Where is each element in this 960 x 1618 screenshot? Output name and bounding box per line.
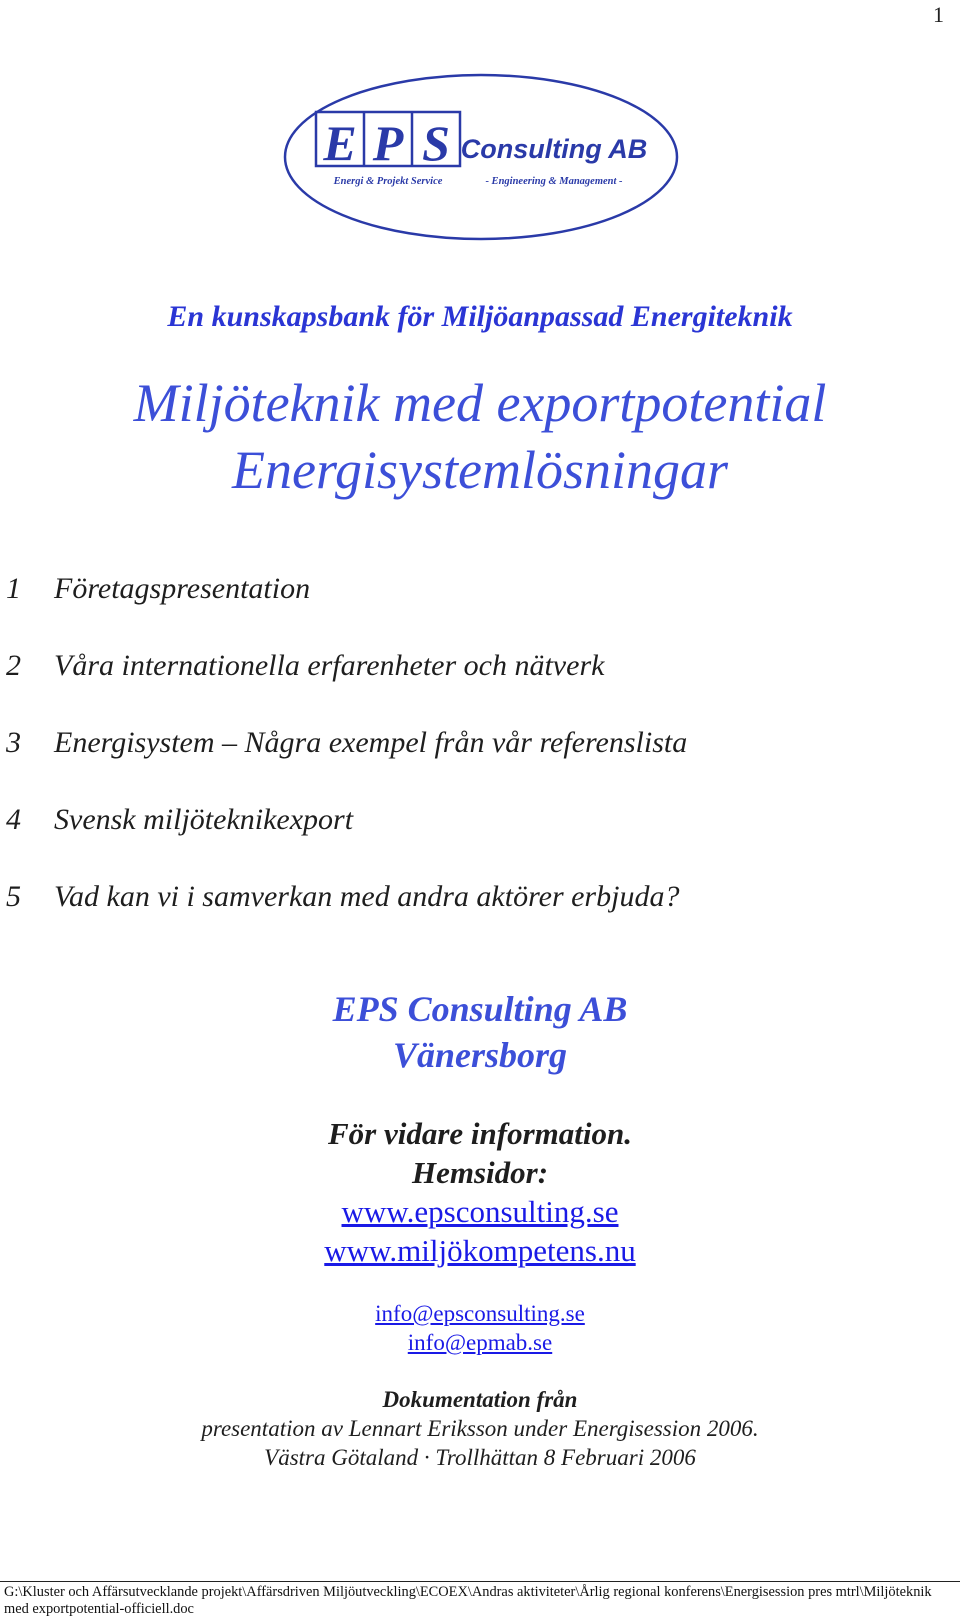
toc-number: 4	[6, 803, 21, 836]
toc-text: Svensk miljöteknikexport	[54, 803, 354, 836]
eps-consulting-logo	[282, 72, 680, 242]
toc-text: Energisystem – Några exempel från vår referenslista	[54, 726, 688, 759]
footer-line-2: med exportpotential-officiell.doc	[4, 1601, 194, 1617]
website-link-epsconsulting[interactable]: www.epsconsulting.se	[341, 1194, 619, 1229]
email-link-epmab[interactable]: info@epmab.se	[407, 1330, 553, 1355]
footer-line-1: G:\Kluster och Affärsutvecklande projekt\Affärsdriven Miljöutveckling\ECOEX\Andras aktiviteter\Årlig regional konferens\Energisession pres mtrl\Miljöteknik	[4, 1584, 932, 1600]
toc-item	[6, 649, 687, 726]
email-link-epsconsulting[interactable]: info@epsconsulting.se	[375, 1301, 585, 1326]
tagline: En kunskapsbank för Miljöanpassad Energiteknik	[167, 300, 793, 333]
documentation-heading: Dokumentation från	[382, 1387, 578, 1412]
email-block	[0, 1299, 960, 1357]
toc-number: 3	[6, 726, 21, 759]
logo-letter-e: E	[323, 115, 357, 171]
logo-letter-p: P	[372, 115, 404, 171]
logo-left-caption: Energi & Projekt Service	[333, 176, 443, 187]
page-number: 1	[933, 2, 944, 27]
main-title-line-1: Miljöteknik med exportpotential	[133, 373, 827, 433]
toc-text: Företagspresentation	[54, 572, 311, 605]
toc-item	[6, 803, 687, 880]
logo-right-caption: - Engineering & Management -	[485, 176, 623, 187]
table-of-contents	[6, 572, 687, 957]
toc-text: Våra internationella erfarenheter och nätverk	[54, 649, 605, 682]
website-link-miljokompetens[interactable]: www.miljökompetens.nu	[324, 1233, 636, 1268]
toc-item	[6, 572, 687, 649]
company-block	[0, 986, 960, 1078]
toc-number: 5	[6, 880, 21, 913]
info-block	[0, 1114, 960, 1270]
company-city: Vänersborg	[392, 1035, 568, 1075]
websites-heading: Hemsidor:	[411, 1155, 549, 1190]
main-title-line-2: Energisystemlösningar	[232, 440, 728, 500]
company-name: EPS Consulting AB	[332, 989, 628, 1029]
logo-letter-s: S	[422, 115, 450, 171]
info-heading: För vidare information.	[327, 1116, 632, 1151]
toc-item	[6, 726, 687, 803]
documentation-line-2: Västra Götaland · Trollhättan 8 Februari 2006	[264, 1445, 696, 1470]
toc-number: 2	[6, 649, 21, 682]
footer-file-path	[0, 1581, 960, 1618]
toc-number: 1	[6, 572, 21, 605]
logo-company: Consulting AB	[460, 134, 648, 164]
toc-text: Vad kan vi i samverkan med andra aktörer erbjuda?	[54, 880, 680, 913]
documentation-block	[0, 1385, 960, 1472]
documentation-line-1: presentation av Lennart Eriksson under Energisession 2006.	[201, 1416, 759, 1441]
toc-item	[6, 880, 687, 957]
